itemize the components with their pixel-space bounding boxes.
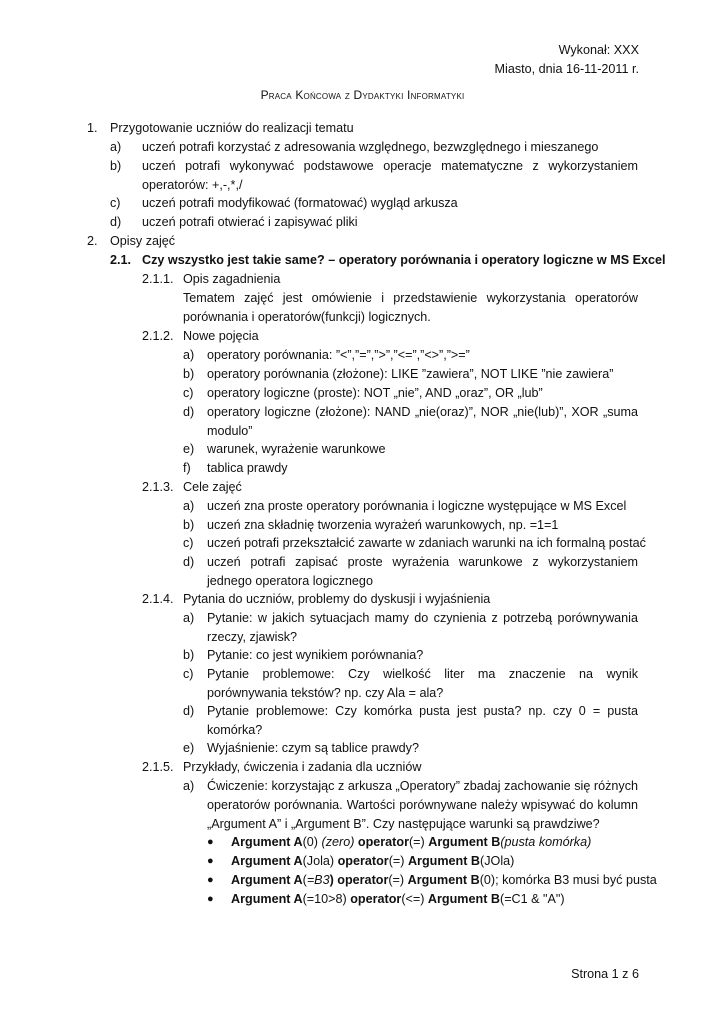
list-letter: a) [183, 499, 195, 513]
place-date-line: Miasto, dnia 16-11-2011 r. [494, 62, 639, 76]
list-item: Wyjaśnienie: czym są tablice prawdy? [207, 741, 419, 755]
list-letter: c) [183, 536, 194, 550]
argument-a-note: =B3 [306, 873, 330, 887]
argument-a-value: (0) [302, 835, 322, 849]
argument-a-label: Argument A [231, 892, 303, 906]
list-letter: e) [183, 442, 195, 456]
list-letter: e) [183, 741, 195, 755]
subsection-2-1-5-number: 2.1.5. [142, 760, 174, 774]
subsection-2-1-2-number: 2.1.2. [142, 329, 174, 343]
list-item: tablica prawdy [207, 461, 288, 475]
list-item: Pytanie problemowe: Czy wielkość liter ma znaczenie na wynik porównywania tekstów? np. czy Ala = ala? [207, 667, 638, 700]
list-item: Ćwiczenie: korzystając z arkusza „Operatory” zbadaj zachowanie się różnych operatorów porównania. Wartości porównywane należy wpisywać do kolumn „Argument A” i „Argument B”. Czy następujące warunki są prawdziwe? [207, 779, 638, 831]
subsection-2-1-4-heading: Pytania do uczniów, problemy do dyskusji i wyjaśnienia [183, 592, 491, 606]
operator-value: (=) [388, 873, 408, 887]
argument-b-label: Argument B [407, 854, 481, 868]
subsection-2-1-number: 2.1. [110, 253, 132, 267]
list-letter: c) [183, 667, 194, 681]
argument-b-label: Argument B [427, 892, 500, 906]
operator-value: (<=) [401, 892, 428, 906]
subsection-2-1-3-number: 2.1.3. [142, 480, 174, 494]
list-item: uczeń potrafi zapisać proste wyrażenia warunkowe z wykorzystaniem jednego operatora logicznego [207, 555, 638, 588]
list-item: uczeń potrafi przekształcić zawarte w zdaniach warunki na ich formalną postać [207, 536, 646, 550]
list-item: Pytanie: w jakich sytuacjach mamy do czynienia z potrzebą porównywania rzeczy, zjawisk? [207, 611, 638, 644]
bullet-item [231, 852, 514, 871]
paragraph: Tematem zajęć jest omówienie i przedstawienie wykorzystania operatorów porównania i operatorów(funkcji) logicznych. [183, 291, 638, 324]
author-line: Wykonał: XXX [558, 43, 639, 57]
section-2-heading: Opisy zajęć [110, 234, 176, 248]
argument-a-label: Argument A [231, 873, 303, 887]
operator-label: ) operator [329, 873, 389, 887]
list-letter: b) [110, 159, 122, 173]
list-letter: b) [183, 518, 195, 532]
list-item: uczeń zna składnię tworzenia wyrażeń warunkowych, np. =1=1 [207, 518, 559, 532]
argument-a-label: Argument A [231, 854, 303, 868]
subsection-2-1-2-heading: Nowe pojęcia [183, 329, 259, 343]
subsection-2-1-1-number: 2.1.1. [142, 272, 174, 286]
list-item: operatory logiczne (złożone): NAND „nie(oraz)”, NOR „nie(lub)”, XOR „suma modulo” [207, 405, 638, 438]
operator-value: (=) [408, 835, 429, 849]
section-2-number: 2. [87, 234, 98, 248]
section-1-heading: Przygotowanie uczniów do realizacji tematu [110, 121, 354, 135]
list-letter: b) [183, 648, 195, 662]
operator-label: operator [354, 835, 409, 849]
list-letter: a) [183, 779, 195, 793]
section-1-number: 1. [87, 121, 98, 135]
list-letter: d) [110, 215, 122, 229]
subsection-2-1-4-number: 2.1.4. [142, 592, 174, 606]
argument-a-value: (=10>8) [302, 892, 351, 906]
list-item: uczeń potrafi modyfikować (formatować) wygląd arkusza [142, 196, 458, 210]
subsection-2-1-5-heading: Przykłady, ćwiczenia i zadania dla uczniów [183, 760, 422, 774]
argument-b-label: Argument B [407, 873, 480, 887]
argument-b-value: (=C1 & "A") [500, 892, 565, 906]
list-letter: a) [183, 348, 195, 362]
argument-b-note: (pusta komórka) [500, 835, 592, 849]
argument-a-value: ( [302, 873, 307, 887]
subsection-2-1-heading: Czy wszystko jest takie same? – operatory porównania i operatory logiczne w MS Excel [142, 253, 666, 267]
argument-a-label: Argument A [231, 835, 303, 849]
argument-b-label: Argument B [428, 835, 501, 849]
argument-b-value: (0); komórka B3 musi być pusta [479, 873, 657, 887]
page-number: Strona 1 z 6 [571, 967, 639, 981]
list-letter: d) [183, 704, 195, 718]
black-circle-bullet-icon: ● [207, 855, 214, 867]
bullet-item [231, 890, 565, 909]
subsection-2-1-3-heading: Cele zajęć [183, 480, 242, 494]
bullet-item [231, 833, 591, 852]
list-item: operatory porównania: ”<”,”=”,”>”,”<=”,”<>”,”>=” [207, 348, 470, 362]
list-letter: f) [183, 461, 191, 475]
list-letter: d) [183, 555, 195, 569]
operator-value: (=) [388, 854, 408, 868]
list-item: uczeń potrafi korzystać z adresowania względnego, bezwzględnego i mieszanego [142, 140, 599, 154]
list-letter: c) [110, 196, 121, 210]
list-item: Pytanie: co jest wynikiem porównania? [207, 648, 424, 662]
argument-a-value: (Jola) [302, 854, 338, 868]
argument-a-note: (zero) [321, 835, 355, 849]
list-item: Pytanie problemowe: Czy komórka pusta jest pusta? np. czy 0 = pusta komórka? [207, 704, 638, 737]
list-item: uczeń potrafi wykonywać podstawowe operacje matematyczne z wykorzystaniem operatorów: +,-,*,/ [142, 159, 638, 192]
black-circle-bullet-icon: ● [207, 893, 214, 905]
black-circle-bullet-icon: ● [207, 874, 214, 886]
list-item: operatory porównania (złożone): LIKE ”zawiera”, NOT LIKE ”nie zawiera” [207, 367, 614, 381]
argument-b-value: (JOla) [480, 854, 515, 868]
list-item: operatory logiczne (proste): NOT „nie”, AND „oraz”, OR „lub” [207, 386, 543, 400]
operator-label: operator [337, 854, 389, 868]
bullet-item [231, 871, 657, 890]
subsection-2-1-1-heading: Opis zagadnienia [183, 272, 281, 286]
list-item: uczeń zna proste operatory porównania i logiczne występujące w MS Excel [207, 499, 627, 513]
list-item: uczeń potrafi otwierać i zapisywać pliki [142, 215, 358, 229]
list-letter: c) [183, 386, 194, 400]
list-letter: d) [183, 405, 195, 419]
list-item: warunek, wyrażenie warunkowe [207, 442, 386, 456]
list-letter: b) [183, 367, 195, 381]
list-letter: a) [110, 140, 122, 154]
operator-label: operator [350, 892, 402, 906]
black-circle-bullet-icon: ● [207, 836, 214, 848]
list-letter: a) [183, 611, 195, 625]
document-title: Praca Końcowa z Dydaktyki Informatyki [260, 88, 465, 102]
